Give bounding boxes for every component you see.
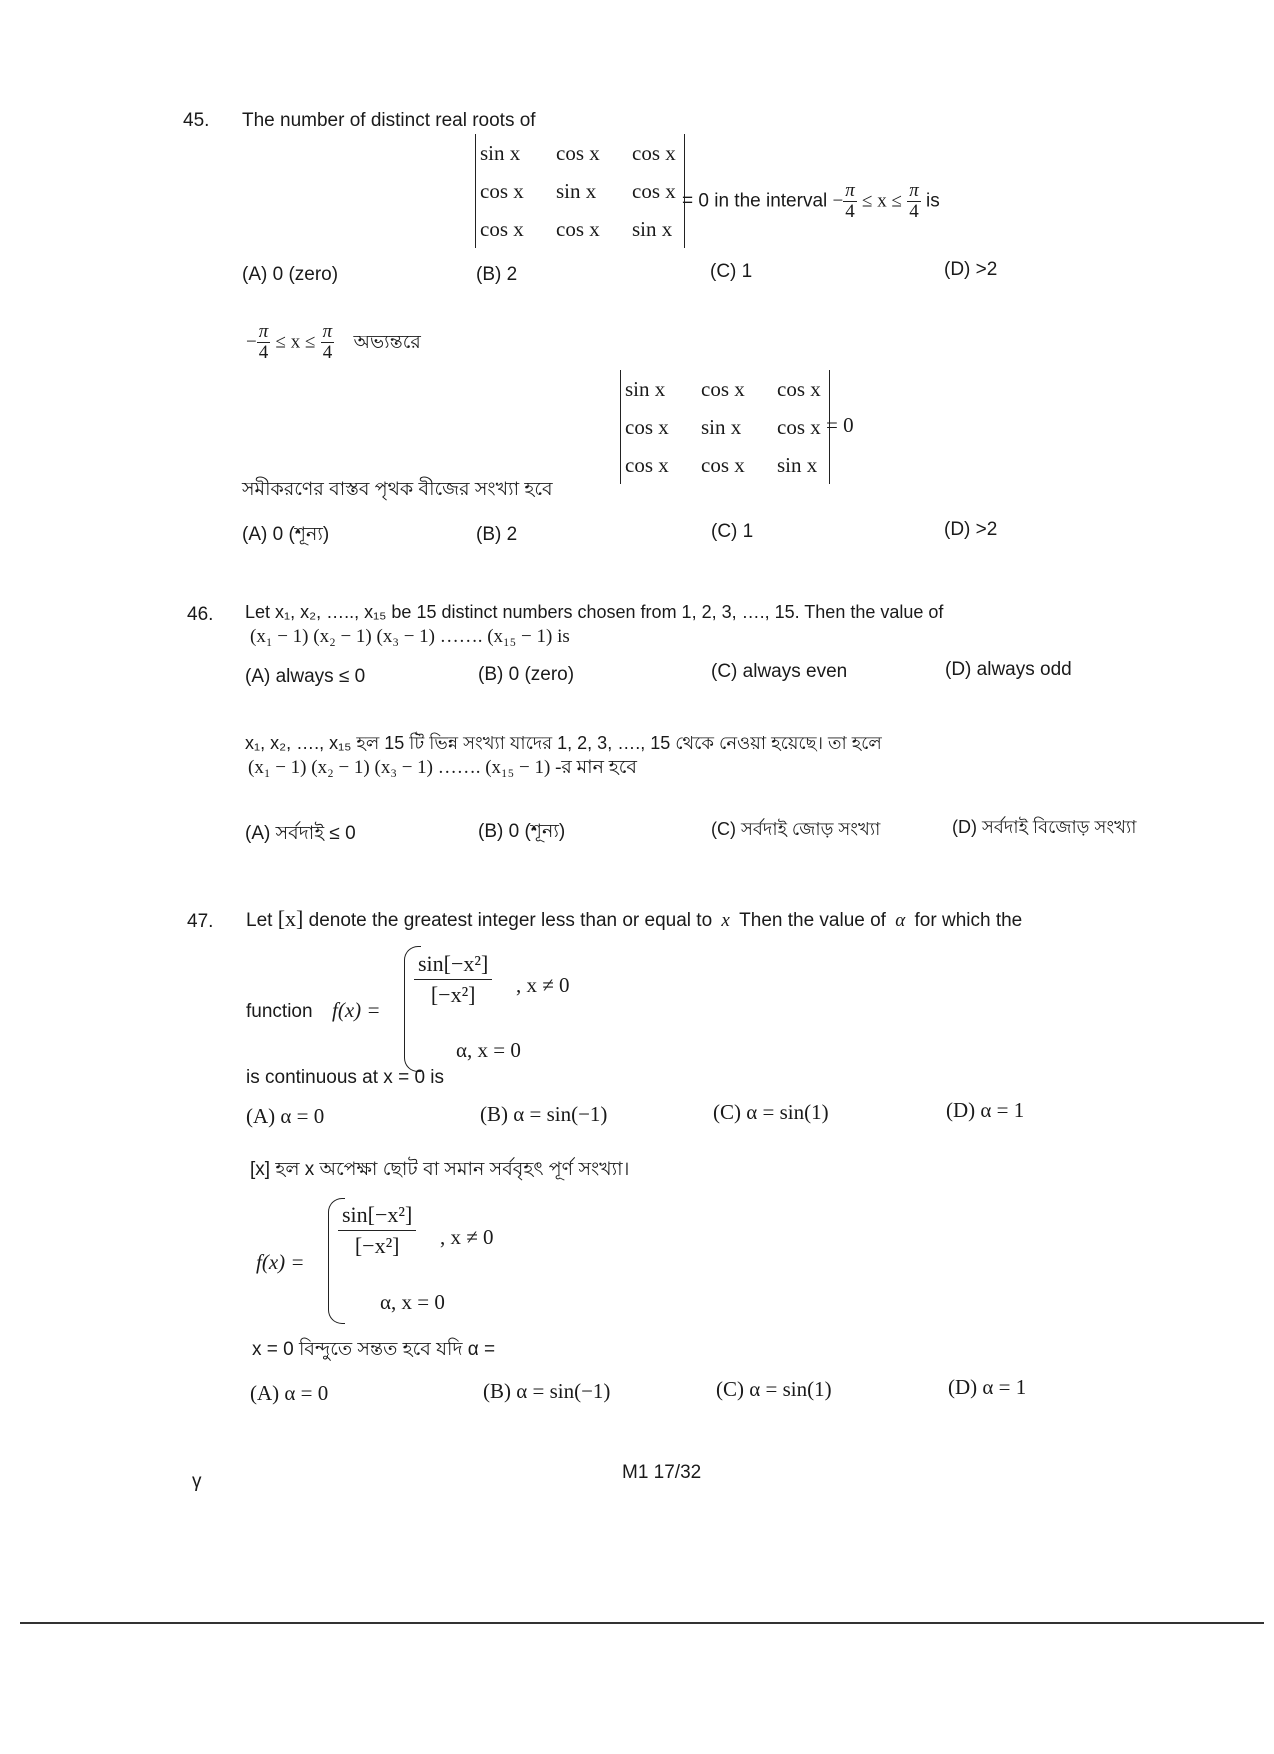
q46-bn-option-c: (C) সর্বদাই জোড় সংখ্যা xyxy=(711,819,881,839)
q46-option-a: (A) always ≤ 0 xyxy=(245,666,366,687)
page-number: M1 17/32 xyxy=(622,1462,702,1483)
q47-option-d: (D) α = 1 xyxy=(946,1098,1025,1122)
q45-bn-option-a: (A) 0 (শূন্য) xyxy=(242,524,330,545)
q45-bn-option-b: (B) 2 xyxy=(476,524,518,545)
footer-left-mark: γ xyxy=(192,1471,202,1492)
det-cell: sin x xyxy=(632,217,673,241)
determinant-bengali xyxy=(620,370,830,484)
det-cell: cos x xyxy=(625,415,669,439)
q46-line2: (x₁ − 1) (x₂ − 1) (x₃ − 1) ……. (x₁₅ − 1) is xyxy=(250,626,570,647)
det-cell: sin x xyxy=(777,453,818,477)
determinant-english xyxy=(475,134,685,248)
q46-option-c: (C) always even xyxy=(711,661,848,682)
q45-bn-option-d: (D) >2 xyxy=(944,519,998,540)
det-cell: sin x xyxy=(480,141,521,165)
q45-option-a: (A) 0 (zero) xyxy=(242,264,339,285)
q47-bn-option-d: (D) α = 1 xyxy=(948,1375,1027,1399)
det-cell: cos x xyxy=(556,141,600,165)
fraction-denominator: [−x²] xyxy=(430,982,476,1007)
q46-bn-option-b: (B) 0 (শূন্য) xyxy=(478,821,566,842)
det-cell: sin x xyxy=(556,179,597,203)
pi-over-4: $\frac{\pi}{4}$ xyxy=(909,180,919,222)
bn-eq-zero: = 0 xyxy=(826,413,854,437)
piecewise-fraction xyxy=(414,951,492,1008)
q47-bn-option-c: (C) α = sin(1) xyxy=(716,1377,832,1401)
q45-bn-option-c: (C) 1 xyxy=(711,521,754,542)
question-number-46: 46. xyxy=(187,604,214,625)
question-number-45: 45. xyxy=(183,110,210,131)
det-cell: cos x xyxy=(632,141,676,165)
floor-x: [x] xyxy=(277,906,304,931)
det-cell: cos x xyxy=(777,377,821,401)
fraction-numerator: sin[−x²] xyxy=(338,1202,416,1231)
q46-bn-option-d: (D) সর্বদাই বিজোড় সংখ্যা xyxy=(952,817,1137,837)
bn-case2: α, x = 0 xyxy=(380,1290,445,1314)
q47-option-b: (B) α = sin(−1) xyxy=(480,1102,608,1126)
continuous-text: is continuous at x = 0 is xyxy=(246,1067,445,1088)
question-45-intro: The number of distinct real roots of xyxy=(242,110,536,131)
q47-bn-option-b: (B) α = sin(−1) xyxy=(483,1379,611,1403)
q46-option-d: (D) always odd xyxy=(945,659,1072,680)
det-cell: cos x xyxy=(701,453,745,477)
q47-line1: Let [x] denote the greatest integer less than or equal to x Then the value of α for which the xyxy=(246,906,1023,931)
q47-bn-option-a: (A) α = 0 xyxy=(250,1381,329,1405)
bn-interval: − $\frac{\pi}{4}$ ≤ x ≤ $\frac{\pi}{4}$ অভ্যন্তরে xyxy=(246,321,421,363)
is-text: is xyxy=(926,190,940,212)
case1-condition: , x ≠ 0 xyxy=(516,973,570,997)
q46-option-b: (B) 0 (zero) xyxy=(478,664,575,685)
q47-bn-definition: [x] হল x অপেক্ষা ছোট বা সমান সর্ববৃহৎ পূর্ণ সংখ্যা। xyxy=(250,1159,630,1180)
det-cell: cos x xyxy=(480,179,524,203)
eq-text: = 0 in the interval xyxy=(682,190,828,212)
question-number-47: 47. xyxy=(187,911,214,932)
det-cell: cos x xyxy=(701,377,745,401)
q47-bn-continuity: x = 0 বিন্দুতে সন্তত হবে যদি α = xyxy=(252,1339,496,1360)
bottom-rule xyxy=(20,1622,1264,1624)
det-cell: cos x xyxy=(632,179,676,203)
fraction-numerator: sin[−x²] xyxy=(414,951,492,980)
fx-label: f(x) = xyxy=(332,998,381,1022)
fraction-denominator: [−x²] xyxy=(354,1233,400,1258)
question-45-interval-text xyxy=(682,181,940,222)
q46-bn-option-a: (A) সর্বদাই ≤ 0 xyxy=(245,823,356,844)
q45-option-d: (D) >2 xyxy=(944,259,998,280)
det-cell: cos x xyxy=(556,217,600,241)
q46-bn-line2: (x₁ − 1) (x₂ − 1) (x₃ − 1) ……. (x₁₅ − 1) -র মান হবে xyxy=(248,757,637,778)
function-word: function xyxy=(246,1001,313,1022)
bn-case1-condition: , x ≠ 0 xyxy=(440,1225,494,1249)
minus-sign: − xyxy=(832,190,844,212)
bn-piecewise-fraction xyxy=(338,1202,416,1259)
q47-option-a: (A) α = 0 xyxy=(246,1104,325,1128)
q45-option-c: (C) 1 xyxy=(710,261,753,282)
det-cell: cos x xyxy=(777,415,821,439)
det-cell: cos x xyxy=(625,453,669,477)
det-cell: cos x xyxy=(480,217,524,241)
det-cell: sin x xyxy=(701,415,742,439)
bn-interval-word: অভ্যন্তরে xyxy=(353,331,421,353)
det-cell: sin x xyxy=(625,377,666,401)
q46-line1: Let x₁, x₂, ….., x₁₅ be 15 distinct numbers chosen from 1, 2, 3, …., 15. Then the value of xyxy=(245,602,944,622)
pi-over-4: $\frac{\pi}{4}$ xyxy=(845,180,855,222)
case2: α, x = 0 xyxy=(456,1038,521,1062)
inequality: ≤ x ≤ xyxy=(862,190,902,212)
q47-option-c: (C) α = sin(1) xyxy=(713,1100,829,1124)
q45-option-b: (B) 2 xyxy=(476,264,518,285)
bn-question-45: সমীকরণের বাস্তব পৃথক বীজের সংখ্যা হবে xyxy=(242,479,553,500)
q46-bn-line1: x₁, x₂, …., x₁₅ হল 15 টি ভিন্ন সংখ্যা যাদের 1, 2, 3, …., 15 থেকে নেওয়া হয়েছে। তা হলে xyxy=(245,733,882,753)
bn-fx-label: f(x) = xyxy=(256,1250,305,1274)
